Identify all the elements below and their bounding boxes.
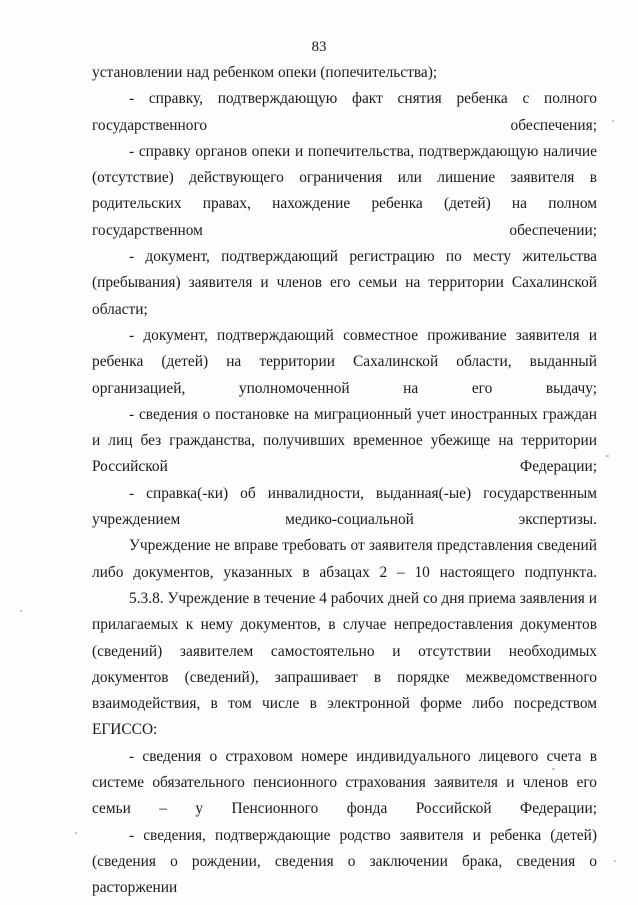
- paragraph: - сведения, подтверждающие родство заявителя и ребенка (детей) (сведения о рождении, сведения о заключении брака, сведения о расторжении: [92, 826, 597, 897]
- paragraph: - документ, подтверждающий регистрацию по месту жительства (пребывания) заявителя и членов его семьи на территории Сахалинской области;: [92, 248, 597, 318]
- paragraph: - справку органов опеки и попечительства, подтверждающую наличие (отсутствие) действующего ограничения или лишение заявителя в родительских правах, нахождение ребенка (детей) на полном государственном обеспечении;: [92, 142, 597, 239]
- paragraph: 5.3.8. Учреждение в течение 4 рабочих дней со дня приема заявления и прилагаемых к нему документов, в случае непредоставления документов (сведений) заявителем самостоятельно и отсутствии необходимых документов (сведений), запрашивает в порядке межведомственного взаимодействия, в том числе в электронной форме либо посредством ЕГИССО:: [92, 589, 597, 739]
- scan-speck: [20, 610, 22, 612]
- paragraph: Учреждение не вправе требовать от заявителя представления сведений либо документов, указанных в абзацах 2 – 10 настоящего подпункта.: [92, 537, 597, 581]
- paragraph: - сведения о страховом номере индивидуального лицевого счета в системе обязательного пенсионного страхования заявителя и членов его семьи – у Пенсионного фонда Российской Федерации;: [92, 747, 597, 818]
- paragraph: - справку, подтверждающую факт снятия ребенка с полного государственного обеспечения;: [92, 90, 597, 134]
- paragraph: - документ, подтверждающий совместное проживание заявителя и ребенка (детей) на территории Сахалинской области, выданный организацией, уполномоченной на его выдачу;: [92, 326, 597, 397]
- scan-speck: [612, 120, 614, 122]
- scan-speck: [75, 832, 77, 834]
- paragraph: - справка(-ки) об инвалидности, выданная(-ые) государственным учреждением медико-социальной экспертизы.: [92, 484, 597, 529]
- scan-speck: [606, 455, 609, 457]
- scan-speck: [552, 768, 555, 770]
- paragraph: - сведения о постановке на миграционный учет иностранных граждан и лиц без гражданства, получивших временное убежище на территории Российской Федерации;: [92, 405, 597, 476]
- document-body: [92, 60, 597, 902]
- scan-speck: [614, 860, 616, 862]
- paragraph: установлении над ребенком опеки (попечительства);: [92, 64, 438, 81]
- page-number: 83: [311, 39, 327, 55]
